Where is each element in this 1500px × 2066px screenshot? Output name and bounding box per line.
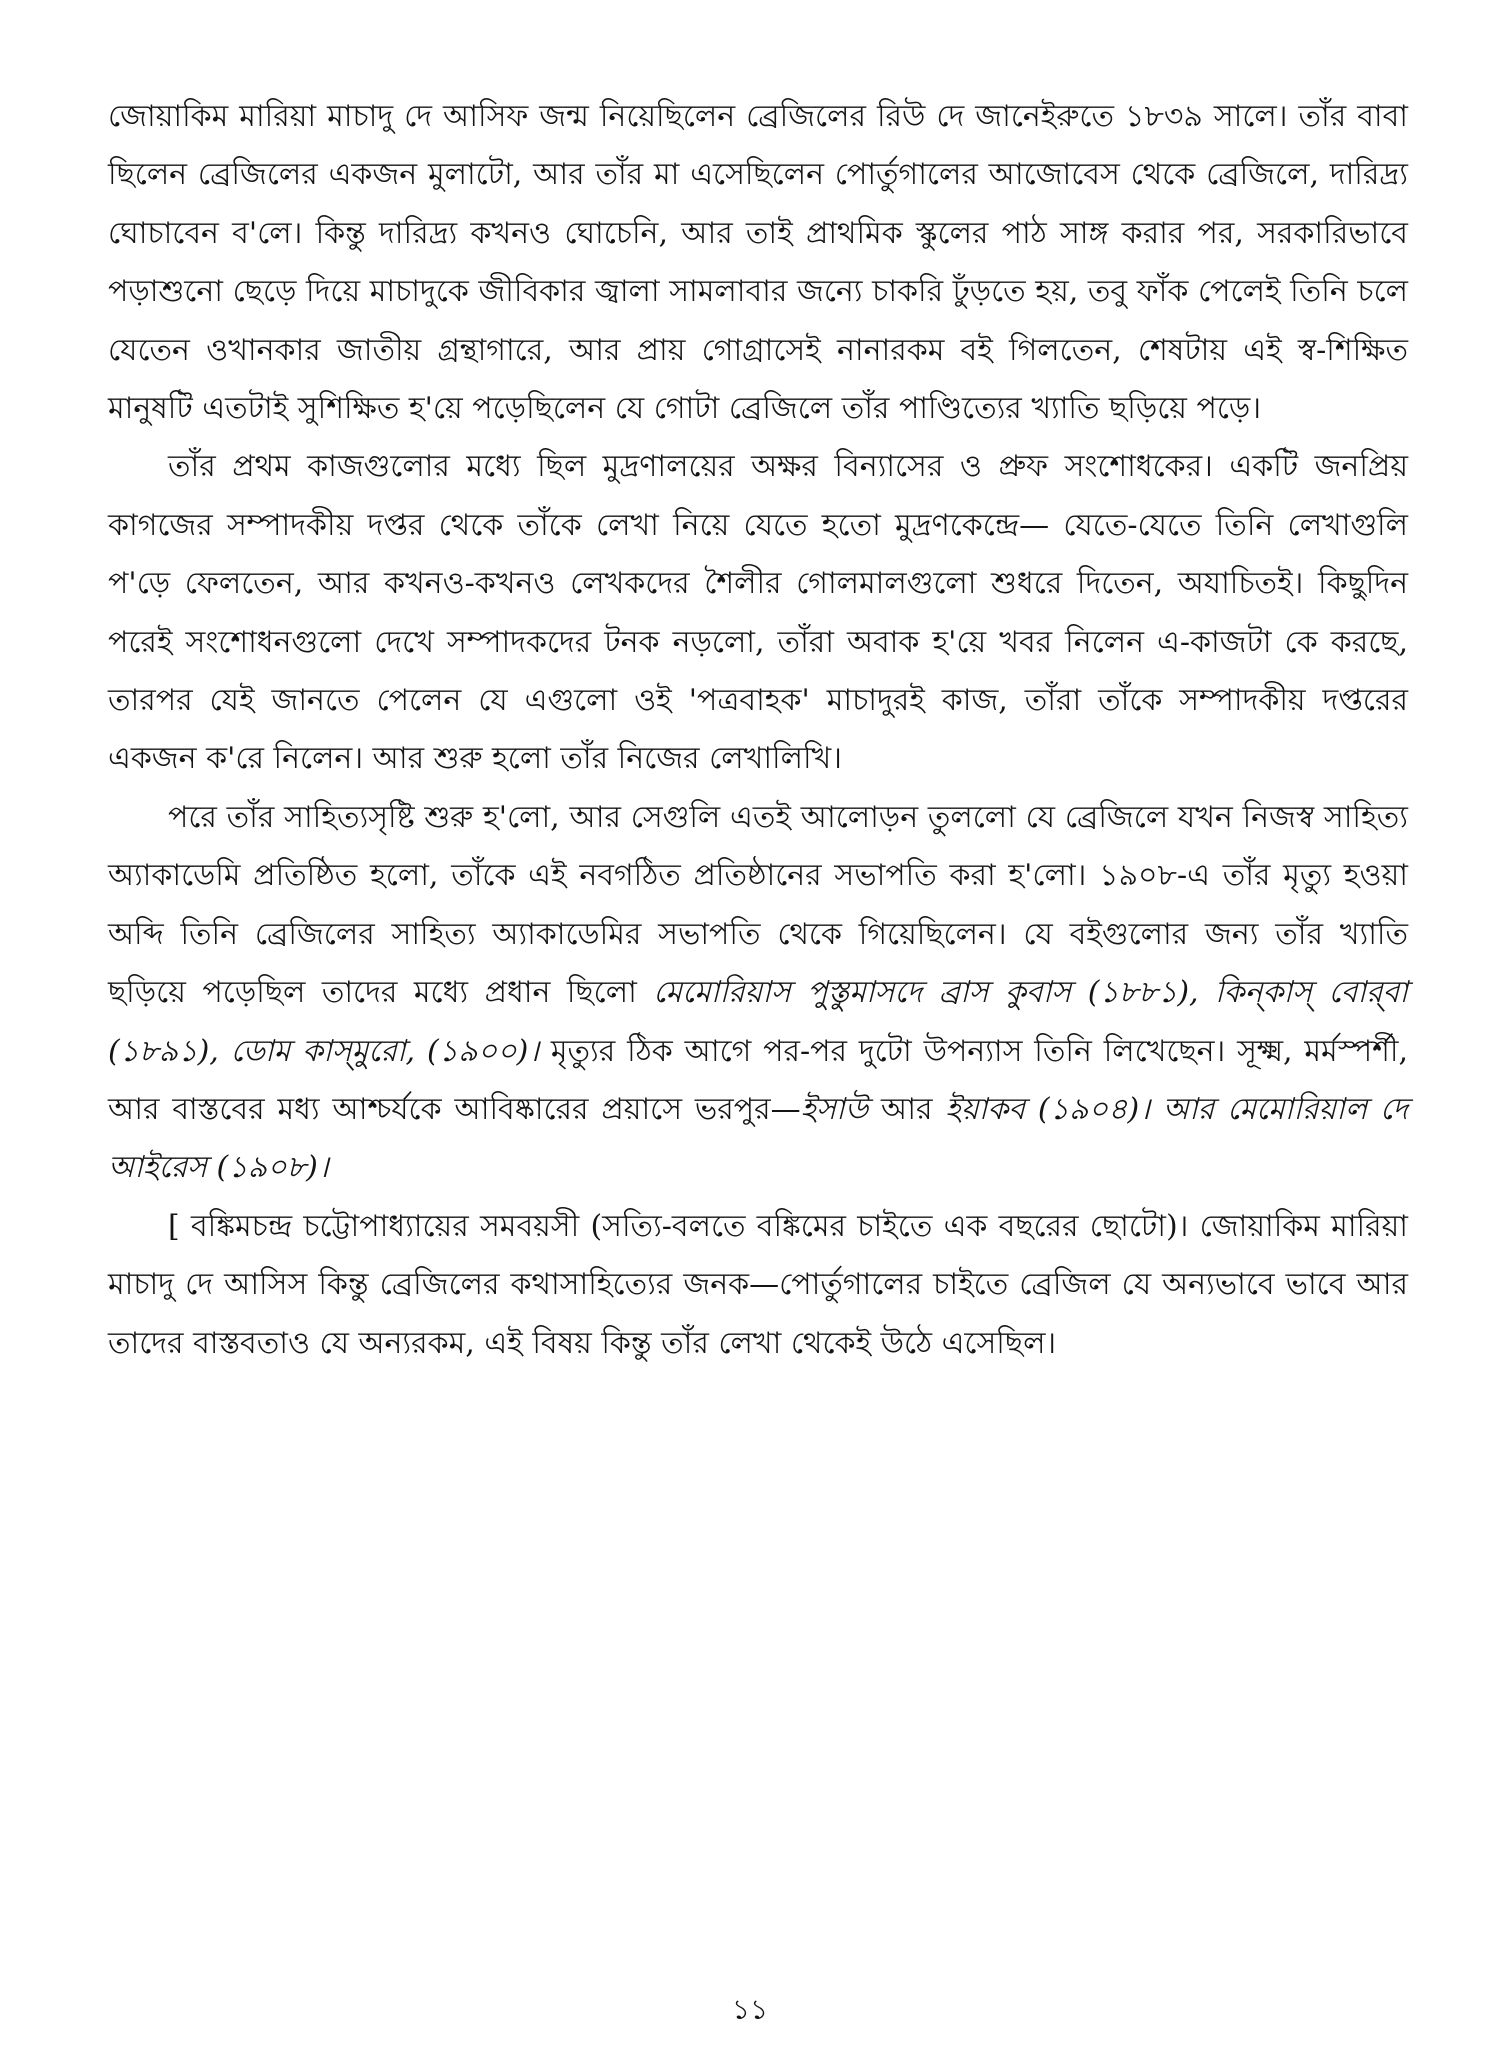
paragraph-early-career: তাঁর প্রথম কাজগুলোর মধ্যে ছিল মুদ্রণালয়ের অক্ষর বিন্যাসের ও প্রুফ সংশোধকের। একটি জনপ্রিয় কাগজের সম্পাদকীয় দপ্তর থেকে তাঁকে লেখা নিয়ে যেতে হতো মুদ্রণকেন্দ্রে— যেতে-যেতে তিনি লেখাগুলি প'ড়ে ফেলতেন, আর কখনও-কখনও লেখকদের শৈলীর গোলমালগুলো শুধরে দিতেন, অযাচিতই। কিছুদিন পরেই সংশোধনগুলো দেখে সম্পাদকদের টনক নড়লো, তাঁরা অবাক হ'য়ে খবর নিলেন এ-কাজটা কে করছে, তারপর যেই জানতে পেলেন যে এগুলো ওই 'পত্রবাহক' মাচাদুরই কাজ, তাঁরা তাঁকে সম্পাদকীয় দপ্তরের একজন ক'রে নিলেন। আর শুরু হলো তাঁর নিজের লেখালিখি।: [108, 449, 1408, 777]
works-intro-text: পরে তাঁর সাহিত্যসৃষ্টি শুরু হ'লো, আর সেগুলি এতই আলোড়ন তুললো যে ব্রেজিলে যখন নিজস্ব সাহিত্য অ্যাকাডেমি প্রতিষ্ঠিত হলো, তাঁকে এই নবগঠিত প্রতিষ্ঠানের সভাপতি করা হ'লো। ১৯০৮-এ তাঁর মৃত্যু হওয়া অব্দি তিনি ব্রেজিলের সাহিত্য অ্যাকাডেমির সভাপতি থেকে গিয়েছিলেন। যে বইগুলোর জন্য তাঁর খ্যাতি ছড়িয়ে পড়েছিল তাদের মধ্যে প্রধান ছিলো: [108, 799, 1408, 1011]
book-titles-final: ইয়াকব (১৯০৪)। আর মেমোরিয়াল দে আইরেস (১৯০৮)।: [108, 1091, 1408, 1186]
connector-text: আর: [868, 1091, 946, 1127]
works-middle-text: মৃত্যুর ঠিক আগে পর-পর দুটো উপন্যাস তিনি লিখেছেন। সূক্ষ্ম, মর্মস্পর্শী, আর বাস্তবের মধ্য আশ্চর্যকে আবিষ্কারের প্রয়াসে ভরপুর—: [108, 1033, 1408, 1127]
page-number: ১১: [731, 1993, 769, 2026]
body-text: [108, 88, 1408, 1373]
book-titles-list: মেমোরিয়াস পুস্তুমাসদে ব্রাস কুবাস (১৮৮১), কিন্‌কাস্‌ বোর্‌বা (১৮৯১), ডোম কাস্‌মুরো, (১৯০০)।: [108, 975, 1408, 1069]
paragraph-editor-note: [ বঙ্কিমচন্দ্র চট্টোপাধ্যায়ের সমবয়সী (সত্যি-বলতে বঙ্কিমের চাইতে এক বছরের ছোটো)। জোয়াকিম মারিয়া মাচাদু দে আসিস কিন্তু ব্রেজিলের কথাসাহিত্যের জনক—পোর্তুগালের চাইতে ব্রেজিল যে অন্যভাবে ভাবে আর তাদের বাস্তবতাও যে অন্যরকম, এই বিষয় কিন্তু তাঁর লেখা থেকেই উঠে এসেছিল।: [108, 1208, 1408, 1361]
paragraph-biography: জোয়াকিম মারিয়া মাচাদু দে আসিফ জন্ম নিয়েছিলেন ব্রেজিলের রিউ দে জানেইরুতে ১৮৩৯ সালে। তাঁর বাবা ছিলেন ব্রেজিলের একজন মুলাটো, আর তাঁর মা এসেছিলেন পোর্তুগালের আজোবেস থেকে ব্রেজিলে, দারিদ্র্য ঘোচাবেন ব'লে। কিন্তু দারিদ্র্য কখনও ঘোচেনি, আর তাই প্রাথমিক স্কুলের পাঠ সাঙ্গ করার পর, সরকারিভাবে পড়াশুনো ছেড়ে দিয়ে মাচাদুকে জীবিকার জ্বালা সামলাবার জন্যে চাকরি ঢুঁড়তে হয়, তবু ফাঁক পেলেই তিনি চলে যেতেন ওখানকার জাতীয় গ্রন্থাগারে, আর প্রায় গোগ্রাসেই নানারকম বই গিলতেন, শেষটায় এই স্ব-শিক্ষিত মানুষটি এতটাই সুশিক্ষিত হ'য়ে পড়েছিলেন যে গোটা ব্রেজিলে তাঁর পাণ্ডিত্যের খ্যাতি ছড়িয়ে পড়ে।: [108, 99, 1408, 427]
paragraph-literary-works: [108, 789, 1408, 1198]
book-title-esau: ইসাউ: [800, 1091, 869, 1127]
